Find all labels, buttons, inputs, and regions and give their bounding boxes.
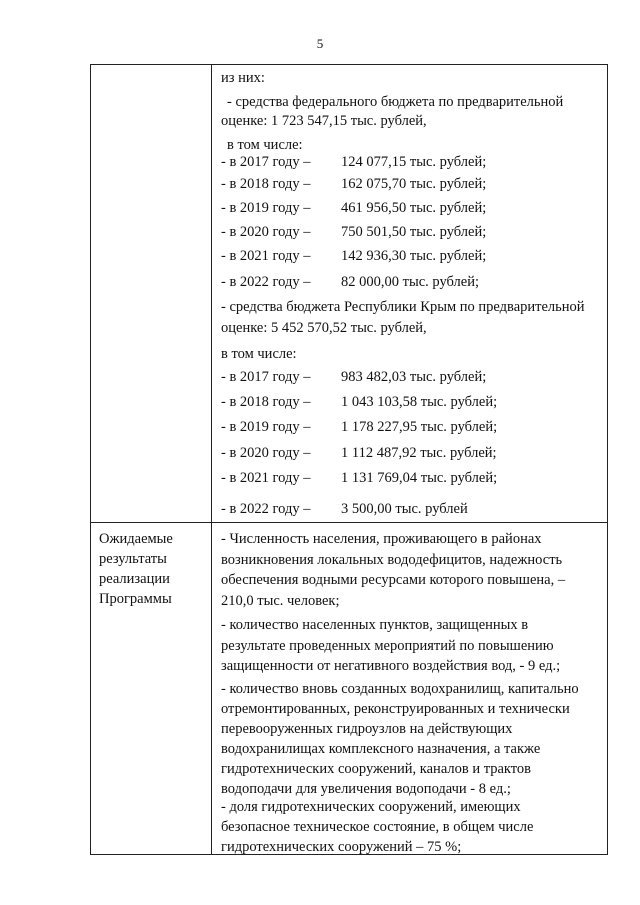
results-item4-line: гидротехнических сооружений – 75 %; — [221, 839, 462, 855]
crimea-year-label: - в 2021 году – — [221, 470, 311, 486]
results-item2-line: защищенности от негативного воздействия вод, - 9 ед.; — [221, 658, 561, 674]
results-item4-line: безопасное техническое состояние, в общем числе — [221, 819, 534, 835]
federal-year-amount: 461 956,50 тыс. рублей; — [341, 200, 487, 216]
federal-year-amount: 750 501,50 тыс. рублей; — [341, 224, 487, 240]
federal-year-amount: 162 075,70 тыс. рублей; — [341, 176, 487, 192]
federal-year-label: - в 2020 году – — [221, 224, 311, 240]
crimea-budget-line-2: оценке: 5 452 570,52 тыс. рублей, — [221, 320, 427, 336]
results-label-line: результаты — [99, 551, 167, 567]
crimea-year-amount: 983 482,03 тыс. рублей; — [341, 369, 487, 385]
results-item1-line: возникновения локальных вододефицитов, надежность — [221, 551, 563, 568]
federal-year-label: - в 2018 году – — [221, 176, 311, 192]
federal-year-label: - в 2022 году – — [221, 274, 311, 290]
results-item4-line: - доля гидротехнических сооружений, имеющих — [221, 799, 521, 815]
results-label — [99, 529, 173, 609]
federal-year-label: - в 2021 году – — [221, 248, 311, 264]
results-item3-line: перевооруженных гидроузлов на действующих — [221, 721, 513, 737]
results-item1-line: обеспечения водными ресурсами которого повышена, – — [221, 572, 566, 588]
results-item1-line: 210,0 тыс. человек; — [221, 592, 340, 609]
crimea-year-amount: 1 112 487,92 тыс. рублей; — [341, 445, 497, 461]
results-item2-line: - количество населенных пунктов, защищенных в — [221, 617, 529, 633]
crimea-year-label: - в 2017 году – — [221, 369, 311, 385]
federal-budget-line-2: оценке: 1 723 547,15 тыс. рублей, — [221, 113, 427, 129]
federal-budget-line-1: - средства федерального бюджета по предварительной — [227, 94, 564, 110]
program-table — [90, 64, 608, 855]
crimea-year-amount: 1 043 103,58 тыс. рублей; — [341, 394, 498, 410]
results-item3-line: водоподачи для увеличения водоподачи - 8 ед.; — [221, 781, 511, 797]
results-item3-line: - количество вновь созданных водохранилищ, капитально — [221, 681, 579, 697]
results-label-line: реализации — [99, 571, 170, 587]
row-divider — [91, 522, 607, 523]
crimea-year-amount: 1 178 227,95 тыс. рублей; — [341, 419, 498, 435]
crimea-year-amount: 3 500,00 тыс. рублей — [341, 501, 468, 517]
crimea-year-label: - в 2018 году – — [221, 394, 311, 410]
federal-including-label: в том числе: — [227, 137, 303, 153]
results-item3-line: гидротехнических сооружений, каналов и трактов — [221, 761, 532, 777]
crimea-year-label: - в 2022 году – — [221, 501, 311, 517]
federal-year-amount: 82 000,00 тыс. рублей; — [341, 274, 479, 290]
federal-year-amount: 124 077,15 тыс. рублей; — [341, 154, 487, 170]
federal-year-amount: 142 936,30 тыс. рублей; — [341, 248, 487, 264]
results-item3-line: отремонтированных, реконструированных и технически — [221, 701, 570, 717]
results-item1-line: - Численность населения, проживающего в районах — [221, 531, 542, 547]
results-label-line: Программы — [99, 591, 172, 607]
crimea-including-label: в том числе: — [221, 346, 297, 362]
funding-intro: из них: — [221, 70, 265, 86]
crimea-budget-line-1: - средства бюджета Республики Крым по предварительной — [221, 299, 585, 315]
crimea-year-amount: 1 131 769,04 тыс. рублей; — [341, 470, 498, 486]
crimea-year-label: - в 2020 году – — [221, 445, 311, 461]
federal-year-label: - в 2019 году – — [221, 200, 311, 216]
page-number: 5 — [316, 36, 324, 51]
federal-year-label: - в 2017 году – — [221, 154, 311, 170]
column-divider — [211, 65, 212, 854]
results-item2-line: результате проведенных мероприятий по повышению — [221, 637, 554, 654]
crimea-year-label: - в 2019 году – — [221, 419, 311, 435]
results-label-line: Ожидаемые — [99, 531, 173, 547]
results-item3-line: водохранилищах комплексного назначения, а также — [221, 741, 541, 757]
